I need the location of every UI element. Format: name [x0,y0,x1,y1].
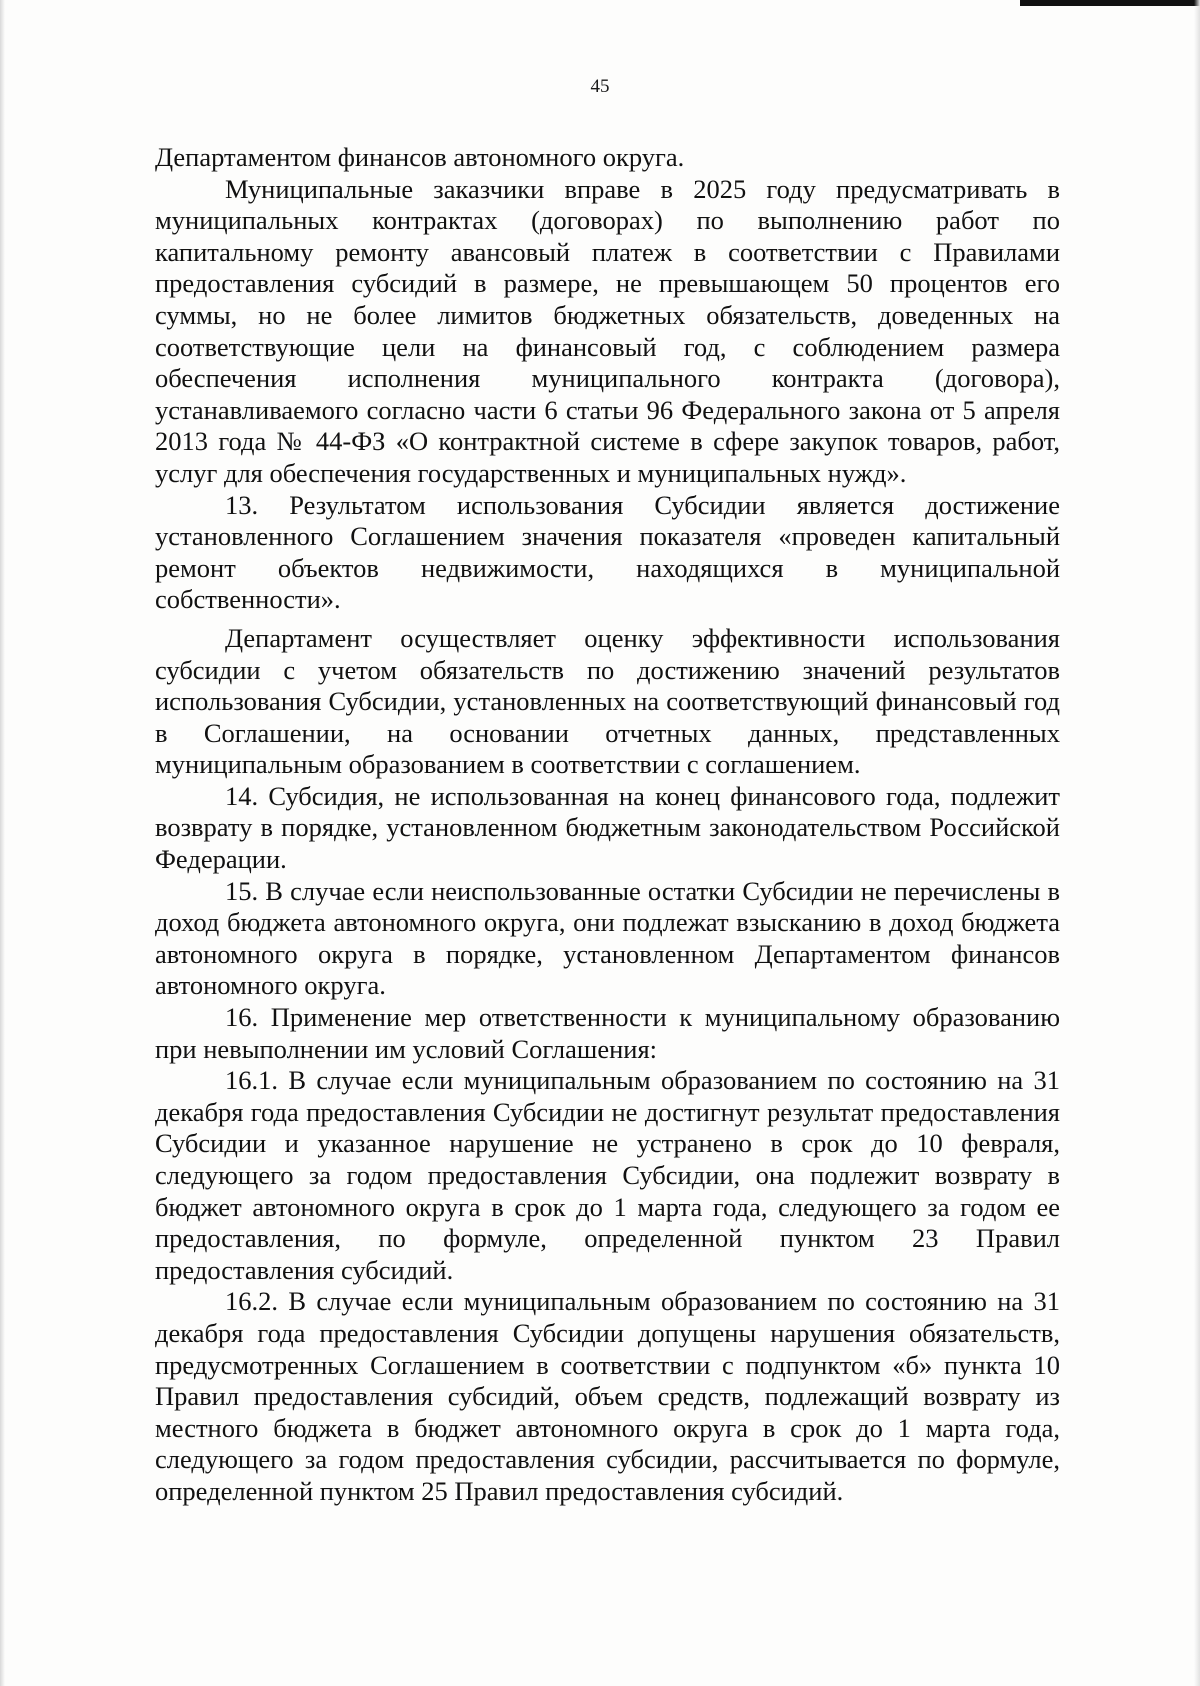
document-body [155,142,1060,1508]
paragraph-efficiency-assessment: Департамент осуществляет оценку эффективности использования субсидии с учетом обязательств по достижению значений результатов использования Субсидии, установленных на соответствующий финансовый год в Соглашении, на основании отчетных данных, представленных муниципальным образованием в соответствии с соглашением. [155,622,1060,780]
scan-edge-shadow-left [0,0,5,1686]
paragraph-advance-payment: Муниципальные заказчики вправе в 2025 году предусматривать в муниципальных контрактах (договорах) по выполнению работ по капитальному ремонту авансовый платеж в соответствии с Правилами предоставления субсидий в размере, не превышающем 50 процентов его суммы, но не более лимитов бюджетных обязательств, доведенных на соответствующие цели на финансовый год, с соблюдением размера обеспечения исполнения муниципального контракта (договора), устанавливаемого согласно части 6 статьи 96 Федерального закона от 5 апреля 2013 года № 44-ФЗ «О контрактной системе в сфере закупок товаров, работ, услуг для обеспечения государственных и муниципальных нужд». [155,173,1060,488]
paragraph-13-result: 13. Результатом использования Субсидии является достижение установленного Соглашением значения показателя «проведен капитальный ремонт объектов недвижимости, находящихся в муниципальной собственности». [155,489,1060,615]
scan-edge-mark [1020,0,1200,6]
paragraph-continuation: Департаментом финансов автономного округа. [155,142,685,172]
paragraph-16-2: 16.2. В случае если муниципальным образованием по состоянию на 31 декабря года предоставления Субсидии допущены нарушения обязательств, предусмотренных Соглашением в соответствии с подпунктом «б» пункта 10 Правил предоставления субсидий, объем средств, подлежащий возврату из местного бюджета в бюджет автономного округа в срок до 1 марта года, следующего за годом предоставления субсидии, рассчитывается по формуле, определенной пунктом 25 Правил предоставления субсидий. [155,1286,1060,1506]
paragraph-16-liability: 16. Применение мер ответственности к муниципальному образованию при невыполнении им условий Соглашения: [155,1002,1060,1064]
scan-edge-shadow-right [1194,0,1200,1686]
paragraph-16-1: 16.1. В случае если муниципальным образованием по состоянию на 31 декабря года предоставления Субсидии не достигнут результат предоставления Субсидии и указанное нарушение не устранено в срок до 10 февраля, следующего за годом предоставления Субсидии, она подлежит возврату в бюджет автономного округа в срок до 1 марта года, следующего за годом ее предоставления, по формуле, определенной пунктом 23 Правил предоставления субсидий. [155,1065,1060,1285]
page-number: 45 [590,76,610,97]
paragraph-15-recovery: 15. В случае если неиспользованные остатки Субсидии не перечислены в доход бюджета автономного округа, они подлежат взысканию в доход бюджета автономного округа в порядке, установленном Департаментом финансов автономного округа. [155,875,1060,1001]
paragraph-14-return: 14. Субсидия, не использованная на конец финансового года, подлежит возврату в порядке, установленном бюджетным законодательством Российской Федерации. [155,780,1060,875]
